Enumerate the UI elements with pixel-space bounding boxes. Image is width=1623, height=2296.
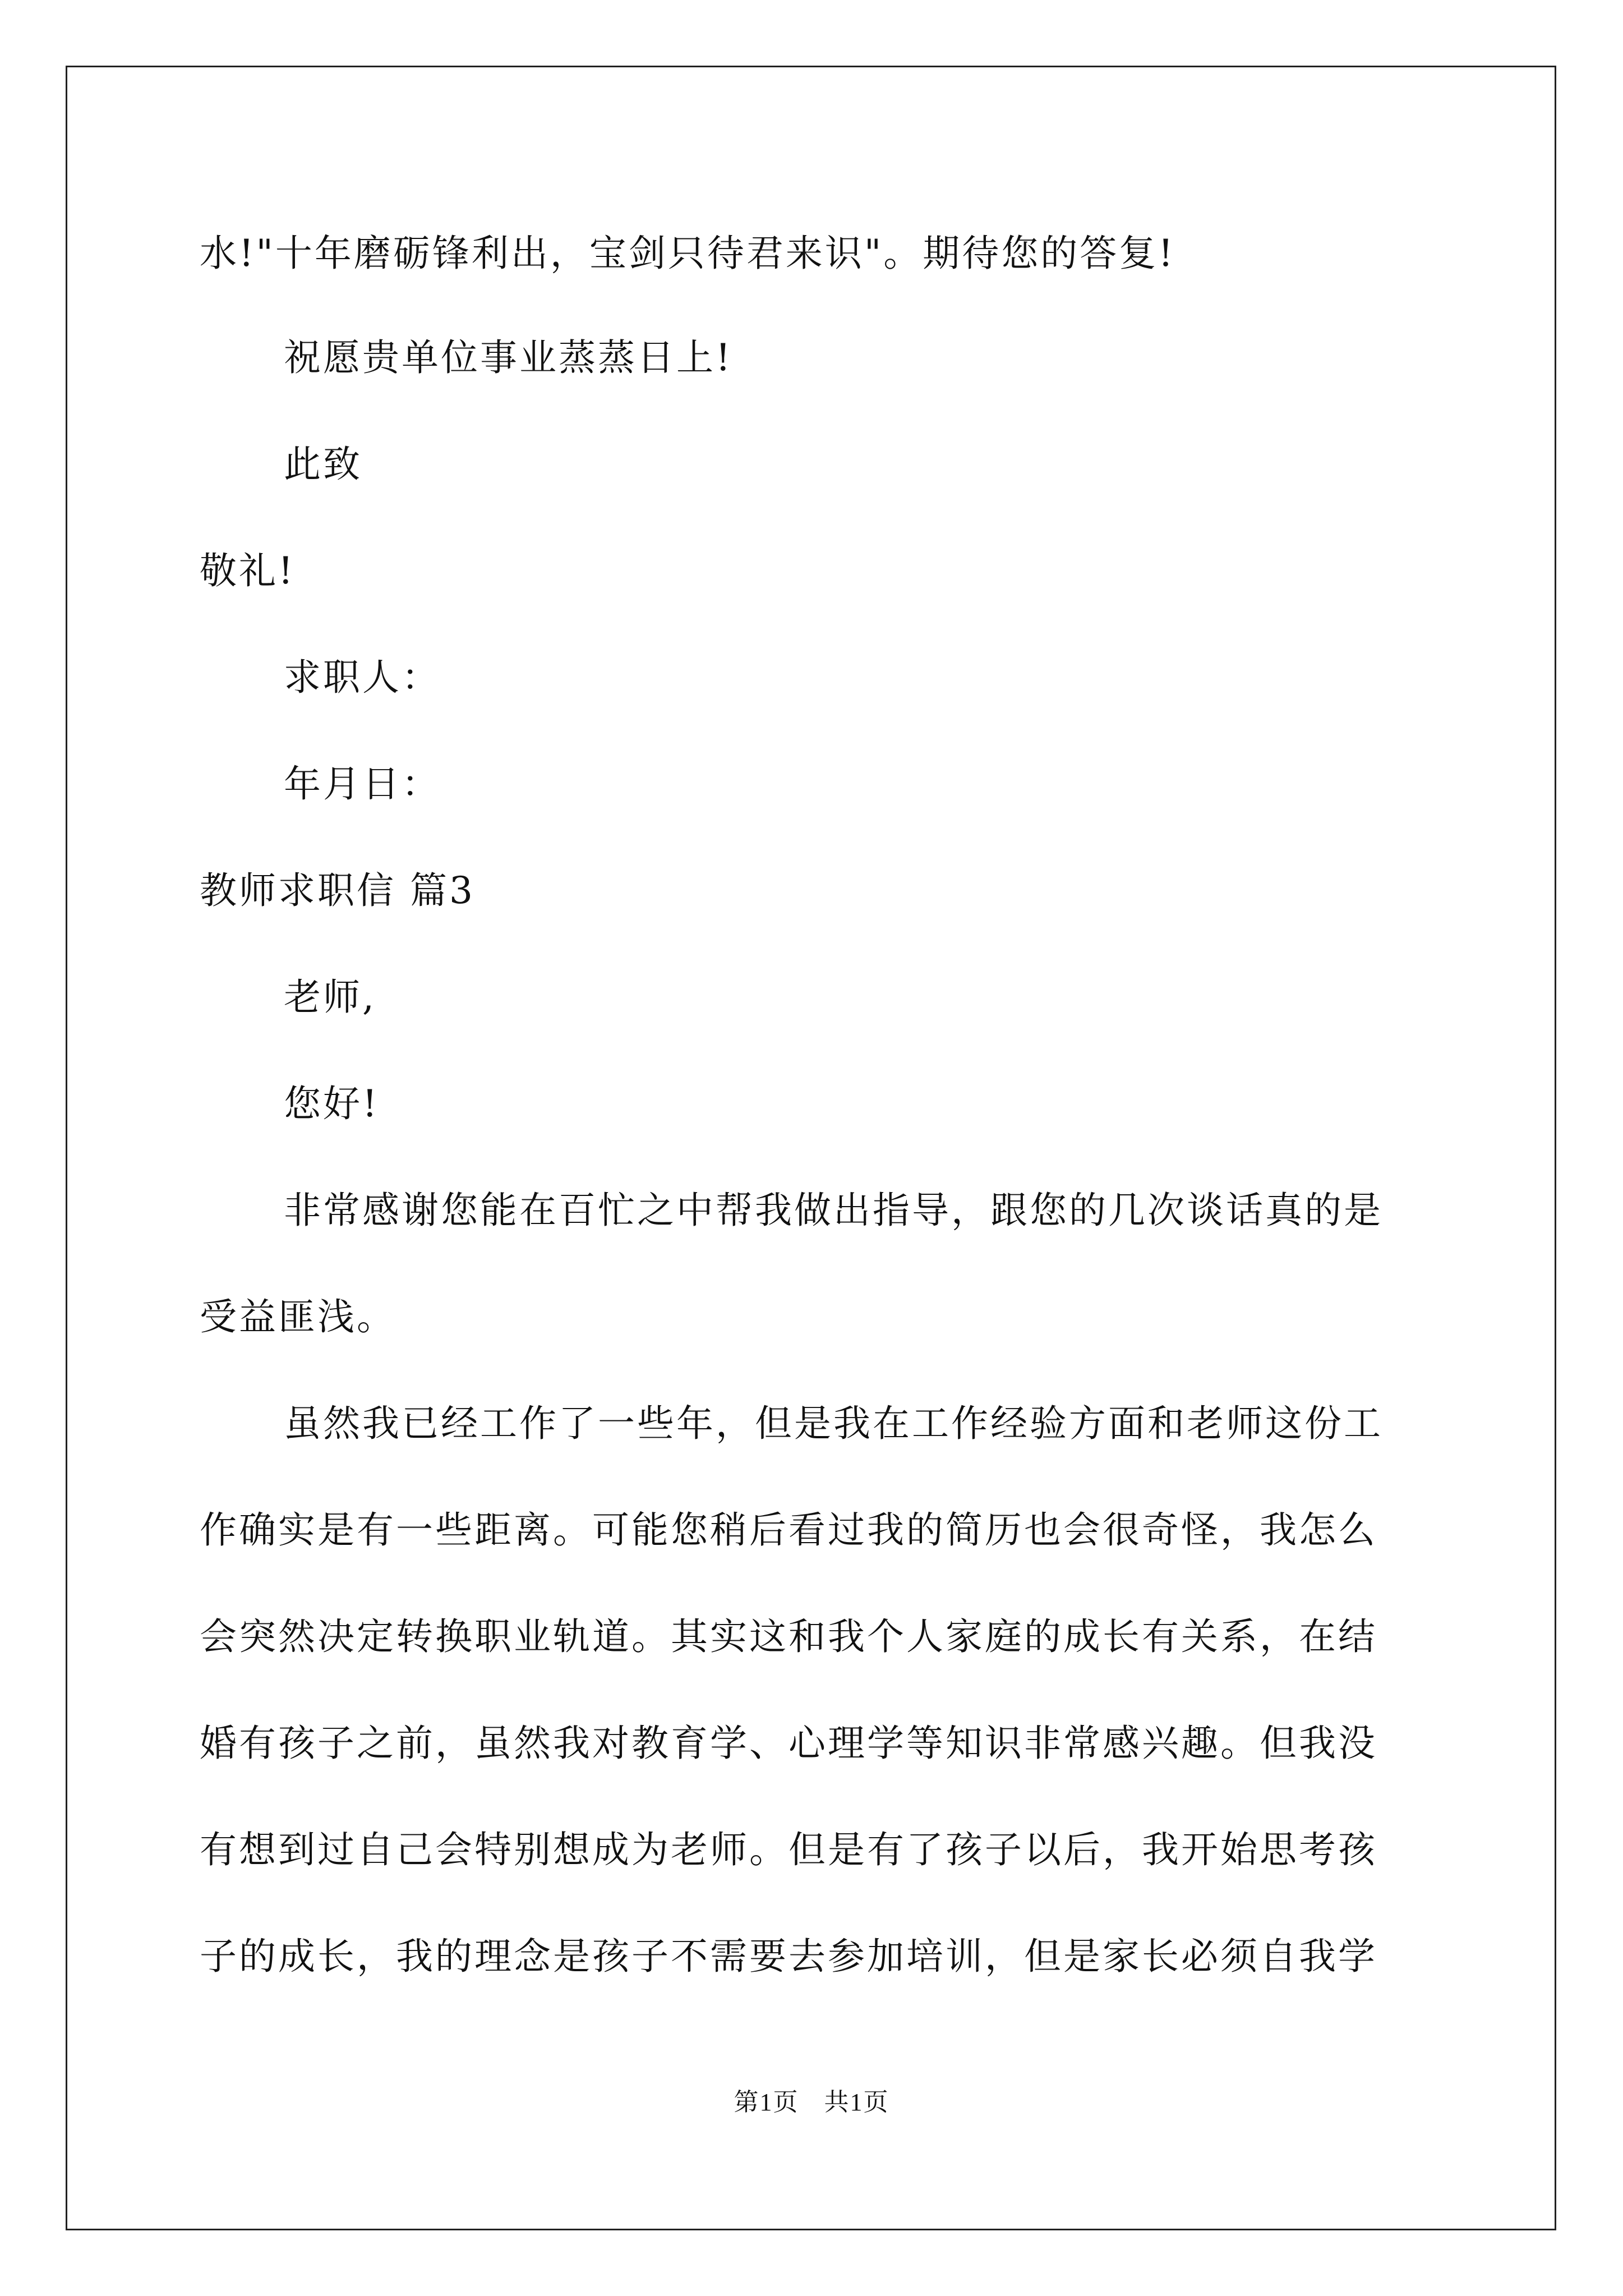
greeting: 您好! — [284, 1082, 380, 1125]
section-heading: 教师求职信 篇3 — [200, 869, 475, 912]
text-line: 作确实是有一些距离。可能您稍后看过我的简历也会很奇怪，我怎么 — [200, 1508, 1377, 1552]
text-line: 虽然我已经工作了一些年，但是我在工作经验方面和老师这份工 — [284, 1402, 1383, 1445]
text-line: 受益匪浅。 — [200, 1295, 396, 1338]
text-line: 非常感谢您能在百忙之中帮我做出指导，跟您的几次谈话真的是 — [284, 1189, 1383, 1232]
text-line: 有想到过自己会特别想成为老师。但是有了孩子以后，我开始思考孩 — [200, 1828, 1377, 1871]
salutation: 老师, — [284, 976, 376, 1019]
text-line: 子的成长，我的理念是孩子不需要去参加培训，但是家长必须自我学 — [200, 1935, 1377, 1978]
text-line: 年月日： — [284, 762, 441, 806]
page-total: 共1页 — [824, 2088, 889, 2116]
page-border — [66, 66, 1556, 2230]
page-number: 第1页 — [734, 2088, 799, 2116]
text-line: 会突然决定转换职业轨道。其实这和我个人家庭的成长有关系，在结 — [200, 1615, 1377, 1658]
text-line: 水!"十年磨砺锋利出，宝剑只待君来识"。期待您的答复! — [200, 232, 1175, 275]
text-line: 祝愿贵单位事业蒸蒸日上! — [284, 336, 733, 379]
text-line: 求职人： — [284, 656, 441, 699]
text-line: 此致 — [284, 443, 362, 486]
text-line: 敬礼! — [200, 549, 296, 592]
text-line: 婚有孩子之前，虽然我对教育学、心理学等知识非常感兴趣。但我没 — [200, 1722, 1377, 1765]
page-footer — [0, 2087, 1623, 2118]
